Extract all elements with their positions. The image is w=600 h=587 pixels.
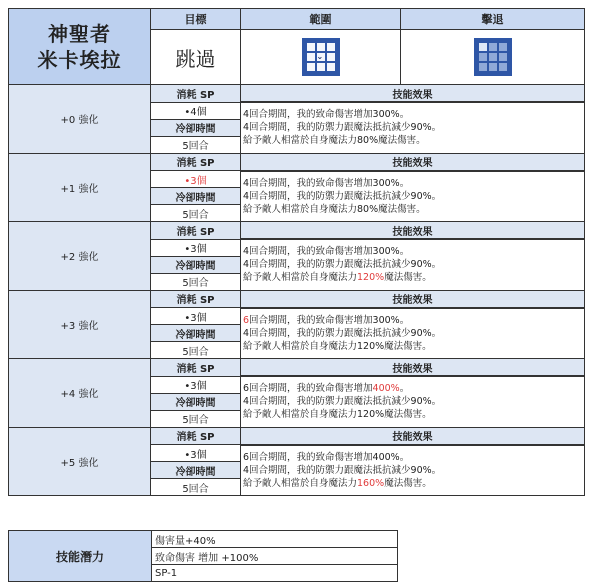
- effect-line: [243, 451, 584, 464]
- target-header: 目標: [151, 9, 241, 30]
- effect-line: [243, 258, 584, 271]
- skill-effect-header: 技能效果: [241, 359, 585, 377]
- effect-line: [243, 203, 584, 216]
- enhance-level: +1 強化: [9, 153, 151, 222]
- effect-text: 魔法傷害。: [384, 477, 432, 489]
- enhance-level: +4 強化: [9, 359, 151, 428]
- effect-text: 4回合期間，我的致命傷害增加300%。: [243, 109, 410, 121]
- sp-cost-value: •3個: [151, 445, 241, 462]
- effect-line: [243, 382, 584, 395]
- character-name-line2: 米卡埃拉: [37, 47, 122, 72]
- cooldown-label: 冷卻時間: [151, 119, 241, 136]
- effect-text: 4回合期間，我的致命傷害增加300%。: [243, 177, 410, 189]
- effect-line: [243, 408, 584, 421]
- cooldown-label: 冷卻時間: [151, 462, 241, 479]
- effect-line: [243, 477, 584, 490]
- effect-text: 回合期間，我的致命傷害增加300%。: [249, 314, 410, 326]
- effect-text: 給予敵人相當於自身魔法力120%魔法傷害。: [243, 409, 432, 421]
- effect-highlight: 400%: [372, 383, 400, 395]
- skill-effect-text: [241, 445, 585, 496]
- potential-item: 傷害量+40%: [152, 531, 398, 548]
- sp-cost-label: 消耗 SP: [151, 85, 241, 103]
- effect-text: 魔法傷害。: [384, 272, 432, 284]
- skill-effect-text: [241, 171, 585, 222]
- cooldown-value: 5回合: [151, 136, 241, 153]
- sp-cost-label: 消耗 SP: [151, 153, 241, 171]
- skill-table: [8, 8, 585, 496]
- range-cell: [241, 30, 401, 85]
- effect-text: 4回合期間，我的防禦力跟魔法抵抗減少90%。: [243, 396, 442, 408]
- effect-line: [243, 108, 584, 121]
- character-name-line1: 神聖者: [48, 21, 111, 46]
- effect-text: 4回合期間，我的防禦力跟魔法抵抗減少90%。: [243, 327, 442, 339]
- skill-effect-header: 技能效果: [241, 153, 585, 171]
- skill-effect-header: 技能效果: [241, 85, 585, 103]
- effect-text: 4回合期間，我的防禦力跟魔法抵抗減少90%。: [243, 190, 442, 202]
- effect-text: 4回合期間，我的防禦力跟魔法抵抗減少90%。: [243, 464, 442, 476]
- sp-cost-label: 消耗 SP: [151, 427, 241, 445]
- effect-text: 給予敵人相當於自身魔法力: [243, 477, 358, 489]
- cooldown-value: 5回合: [151, 410, 241, 427]
- character-name: [9, 9, 151, 85]
- effect-line: [243, 190, 584, 203]
- sp-cost-value: •4個: [151, 102, 241, 119]
- effect-text: 給予敵人相當於自身魔法力: [243, 272, 358, 284]
- enhance-level: +0 強化: [9, 85, 151, 154]
- effect-text: 6回合期間，我的致命傷害增加400%。: [243, 451, 410, 463]
- effect-highlight: 160%: [357, 477, 385, 489]
- effect-line: [243, 327, 584, 340]
- effect-line: [243, 134, 584, 147]
- chevron-down-icon: ⌄: [316, 52, 324, 61]
- skill-effect-header: 技能效果: [241, 290, 585, 308]
- effect-line: [243, 395, 584, 408]
- knockback-header: 擊退: [401, 9, 585, 30]
- skill-effect-header: 技能效果: [241, 427, 585, 445]
- skill-effect-text: [241, 376, 585, 427]
- cooldown-value: 5回合: [151, 273, 241, 290]
- effect-line: [243, 177, 584, 190]
- sp-cost-label: 消耗 SP: [151, 290, 241, 308]
- sp-cost-value: •3個: [151, 171, 241, 188]
- potential-item: 致命傷害 增加 +100%: [152, 548, 398, 565]
- effect-text: 4回合期間，我的防禦力跟魔法抵抗減少90%。: [243, 259, 442, 271]
- skill-potential-table: [8, 530, 398, 582]
- effect-line: [243, 271, 584, 284]
- effect-text: 給予敵人相當於自身魔法力80%魔法傷害。: [243, 203, 426, 215]
- cooldown-label: 冷卻時間: [151, 325, 241, 342]
- cooldown-value: 5回合: [151, 205, 241, 222]
- cooldown-label: 冷卻時間: [151, 393, 241, 410]
- effect-text: 。: [399, 383, 410, 395]
- potential-item: SP-1: [152, 565, 398, 582]
- sp-cost-value: •3個: [151, 239, 241, 256]
- effect-text: 給予敵人相當於自身魔法力80%魔法傷害。: [243, 135, 426, 147]
- skill-effect-text: [241, 102, 585, 153]
- effect-text: 6回合期間，我的致命傷害增加: [243, 383, 373, 395]
- effect-line: [243, 340, 584, 353]
- skill-effect-text: [241, 239, 585, 290]
- effect-line: [243, 245, 584, 258]
- effect-highlight: 6: [243, 314, 250, 326]
- cooldown-label: 冷卻時間: [151, 188, 241, 205]
- sp-cost-value: •3個: [151, 308, 241, 325]
- knockback-grid-icon: [474, 38, 512, 76]
- enhance-level: +5 強化: [9, 427, 151, 496]
- cooldown-label: 冷卻時間: [151, 256, 241, 273]
- effect-line: [243, 121, 584, 134]
- range-header: 範圍: [241, 9, 401, 30]
- skill-effect-text: [241, 308, 585, 359]
- sp-cost-value: •3個: [151, 376, 241, 393]
- effect-highlight: 120%: [357, 272, 385, 284]
- effect-text: 4回合期間，我的致命傷害增加300%。: [243, 246, 410, 258]
- effect-line: [243, 464, 584, 477]
- enhance-level: +3 強化: [9, 290, 151, 359]
- knockback-cell: [401, 30, 585, 85]
- sp-cost-label: 消耗 SP: [151, 222, 241, 240]
- effect-text: 4回合期間，我的防禦力跟魔法抵抗減少90%。: [243, 122, 442, 134]
- enhance-level: +2 強化: [9, 222, 151, 291]
- cooldown-value: 5回合: [151, 342, 241, 359]
- potential-label: 技能潛力: [9, 531, 152, 582]
- range-grid-icon: [302, 38, 340, 76]
- sp-cost-label: 消耗 SP: [151, 359, 241, 377]
- skill-effect-header: 技能效果: [241, 222, 585, 240]
- effect-text: 給予敵人相當於自身魔法力120%魔法傷害。: [243, 340, 432, 352]
- target-value: 跳過: [151, 30, 241, 85]
- cooldown-value: 5回合: [151, 479, 241, 496]
- effect-line: [243, 314, 584, 327]
